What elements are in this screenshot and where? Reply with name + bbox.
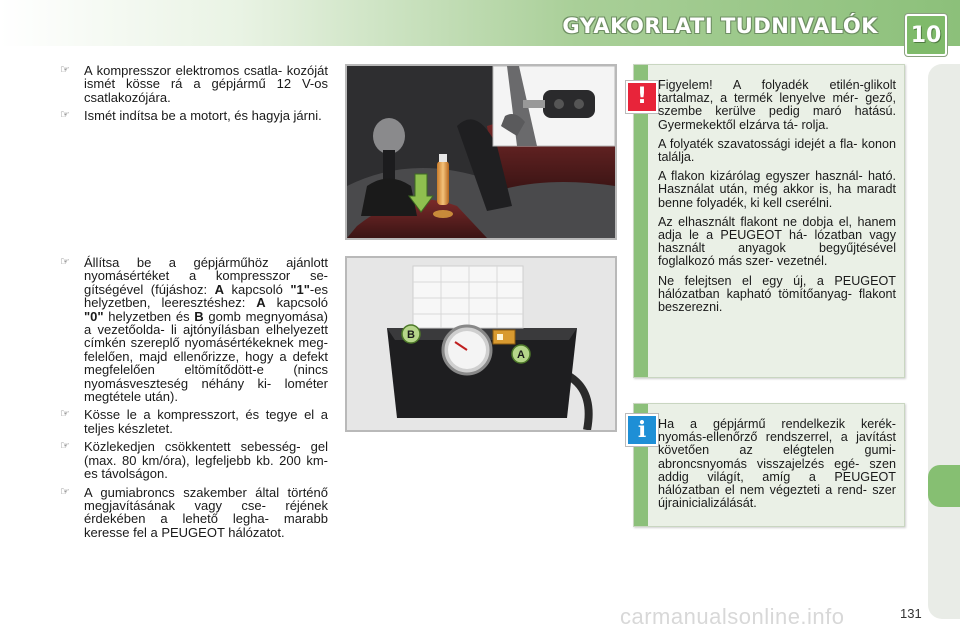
page-number: 131 xyxy=(900,606,922,621)
list-item xyxy=(56,256,328,403)
hand-pointer-icon: ☞ xyxy=(60,64,70,76)
list-item xyxy=(56,486,328,540)
list-item xyxy=(56,408,328,435)
car-interior-photo xyxy=(345,64,617,240)
list-item xyxy=(56,64,328,104)
warning-note xyxy=(633,64,905,378)
hand-pointer-icon: ☞ xyxy=(60,485,70,498)
watermark: carmanualsonline.info xyxy=(620,604,845,629)
info-text xyxy=(658,418,896,516)
warning-paragraph: Figyelem! A folyadék etilén-glikolt tartalmaz, a termék lenyelve mér- gező, szembe kerülve pedig maró hatású. Gyermekektől elzárva tá- rolja. xyxy=(658,78,896,132)
list-item xyxy=(56,440,328,480)
list-item-text: A gumiabroncs szakember által történő megjavításának vagy cse- réjének érdekében a lehető legha- marabb keresse fel a PEUGEOT hálózatot. xyxy=(84,484,328,540)
warning-paragraph: A flakon kizárólag egyszer használ- ható. Használat után, még akkor is, ha maradt benne folyadék, ki kell cserélni. xyxy=(658,169,896,210)
hand-pointer-icon: ☞ xyxy=(60,256,70,268)
car-interior-illustration xyxy=(347,66,615,238)
compressor-illustration xyxy=(347,258,615,430)
info-note xyxy=(633,403,905,527)
label-a-marker: A xyxy=(517,349,525,361)
warning-paragraph: Ne felejtsen el egy új, a PEUGEOT hálózatban kapható tömítőanyag- flakont beszerezni. xyxy=(658,273,896,315)
list-item-text: Közlekedjen csökkentett sebesség- gel (max. 80 km/óra), legfeljebb kb. 200 km-es távolságon. xyxy=(84,439,328,482)
hand-pointer-icon: ☞ xyxy=(60,408,70,421)
compressor-photo xyxy=(345,256,617,432)
label-b-marker: B xyxy=(407,329,415,341)
list-item-text: Állítsa be a gépjárműhöz ajánlott nyomásértéket a kompresszor se- gítségével (fújáshoz: A kapcsoló "1"-es helyzetben, leeresztéshez: A kapcsoló "0" helyzetben és B gomb megnyomása) a vezetőolda- li ajtónyílásban elhelyezett címkén szereplő nyomásértékeknek meg- felelően, majd ellenőrizze, hogy a defekt megfelelően eltömítődött-e (nincs nyomásveszteség néhány ki- lométer megtétele után). xyxy=(84,255,328,405)
side-tab-strip xyxy=(928,64,960,619)
instructions-bottom xyxy=(56,256,328,544)
hand-pointer-icon: ☞ xyxy=(60,109,70,122)
warning-paragraph: Az elhasznált flakont ne dobja el, hanem adja le a PEUGEOT há- lózatban vagy használt anyagok begyűjtésével foglalkozó más szer- vezetnél. xyxy=(658,214,896,269)
list-item-text: A kompresszor elektromos csatla- kozóját ismét kösse rá a gépjármű 12 V-os csatlakozójára. xyxy=(84,63,328,105)
page-title: GYAKORLATI TUDNIVALÓK xyxy=(562,14,878,38)
instructions-top xyxy=(56,64,328,128)
warning-paragraph: A folyaték szavatossági idejét a fla- konon találja. xyxy=(658,136,896,165)
list-item xyxy=(56,109,328,122)
list-item-text: Ismét indítsa be a motort, és hagyja járni. xyxy=(84,108,322,124)
side-tab-active[interactable] xyxy=(928,465,960,507)
chapter-number: 10 xyxy=(905,14,947,56)
list-item-text: Kösse le a kompresszort, és tegye el a teljes készletet. xyxy=(84,407,328,436)
warning-icon: ! xyxy=(626,81,658,113)
hand-pointer-icon: ☞ xyxy=(60,440,70,453)
info-icon: i xyxy=(626,414,658,446)
info-paragraph: Ha a gépjármű rendelkezik kerék- nyomás-ellenőrző rendszerrel, a javítást követően az elégtelen gumi- abroncsnyomás visszajelzés egé- szen addig világít, amíg a PEUGEOT hálózatban el nem végezteti a rend- szer újrainicializálását. xyxy=(658,417,896,511)
warning-text xyxy=(658,79,896,320)
